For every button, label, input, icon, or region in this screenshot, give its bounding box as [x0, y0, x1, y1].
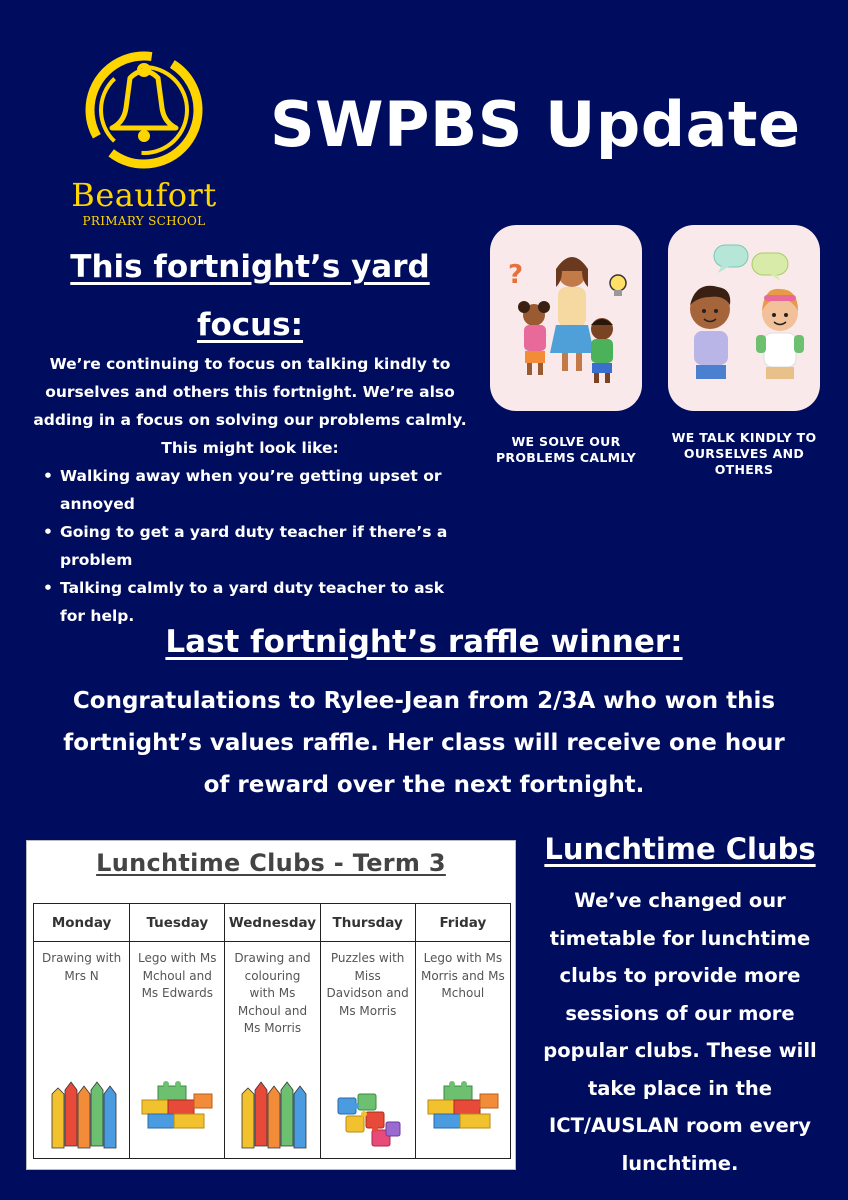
- clubs-text: We’ve changed our timetable for lunchtime clubs to provide more sessions of our more popular clubs. These will take place in the ICT/AUSLAN room every lunchtime.: [543, 889, 817, 1175]
- yard-focus-intro: We’re continuing to focus on talking kindly to ourselves and others this fortnight. We’re also adding in a focus on solving our problems calmly. This might look like:: [33, 355, 467, 457]
- card-caption: WE SOLVE OUR PROBLEMS CALMLY: [495, 434, 637, 465]
- teacher-with-children-icon: [490, 225, 642, 411]
- activity-cell: Lego with Ms Morris and Ms Mchoul: [420, 951, 505, 1000]
- day-header: Tuesday: [130, 904, 224, 942]
- yard-focus-heading: This fortnight’s yard focus:: [70, 249, 430, 343]
- lego-icon: [138, 1080, 216, 1136]
- school-name: Beaufort: [71, 176, 217, 214]
- raffle-heading: Last fortnight’s raffle winner:: [165, 624, 683, 660]
- timetable-grid: [33, 903, 511, 1159]
- timetable-column-wednesday: [224, 904, 319, 1158]
- activity-cell: Drawing and colouring with Ms Mchoul and Ms Morris: [234, 951, 311, 1035]
- yard-focus-list: [40, 462, 460, 630]
- activity-cell: Lego with Ms Mchoul and Ms Edwards: [138, 951, 217, 1000]
- school-subtitle: PRIMARY SCHOOL: [82, 214, 206, 228]
- timetable-column-monday: [34, 904, 129, 1158]
- activity-cell: Puzzles with Miss Davidson and Ms Morris: [326, 951, 409, 1018]
- puzzle-icon: [332, 1092, 404, 1152]
- timetable-column-friday: [415, 904, 510, 1158]
- children-talking-icon: [668, 225, 820, 411]
- solve-problems-card: [490, 225, 642, 411]
- activity-cell: Drawing with Mrs N: [42, 951, 122, 983]
- list-item: • Walking away when you’re getting upset or annoyed: [40, 462, 460, 518]
- timetable-column-tuesday: [129, 904, 224, 1158]
- timetable-title: Lunchtime Clubs - Term 3: [96, 849, 446, 877]
- lego-icon: [424, 1080, 502, 1136]
- school-logo: [58, 50, 230, 230]
- timetable-column-thursday: [320, 904, 415, 1158]
- pencils-icon: [236, 1076, 308, 1152]
- lunchtime-clubs-timetable: [26, 840, 516, 1170]
- day-header: Thursday: [321, 904, 415, 942]
- svg-text:?: ?: [508, 260, 524, 290]
- raffle-text: Congratulations to Rylee-Jean from 2/3A who won this fortnight’s values raffle. Her class will receive one hour of reward over the next fortnight.: [63, 688, 785, 798]
- list-item: • Going to get a yard duty teacher if there’s a problem: [40, 518, 460, 574]
- talk-kindly-card: [668, 225, 820, 411]
- clubs-heading: Lunchtime Clubs: [544, 832, 816, 866]
- day-header: Friday: [416, 904, 510, 942]
- page-title: SWPBS Update: [270, 88, 801, 161]
- bell-icon: [78, 50, 210, 174]
- pencils-icon: [46, 1076, 118, 1152]
- day-header: Wednesday: [225, 904, 319, 942]
- day-header: Monday: [34, 904, 129, 942]
- card-caption: WE TALK KINDLY TO OURSELVES AND OTHERS: [671, 430, 817, 477]
- list-item: • Talking calmly to a yard duty teacher to ask for help.: [40, 574, 460, 630]
